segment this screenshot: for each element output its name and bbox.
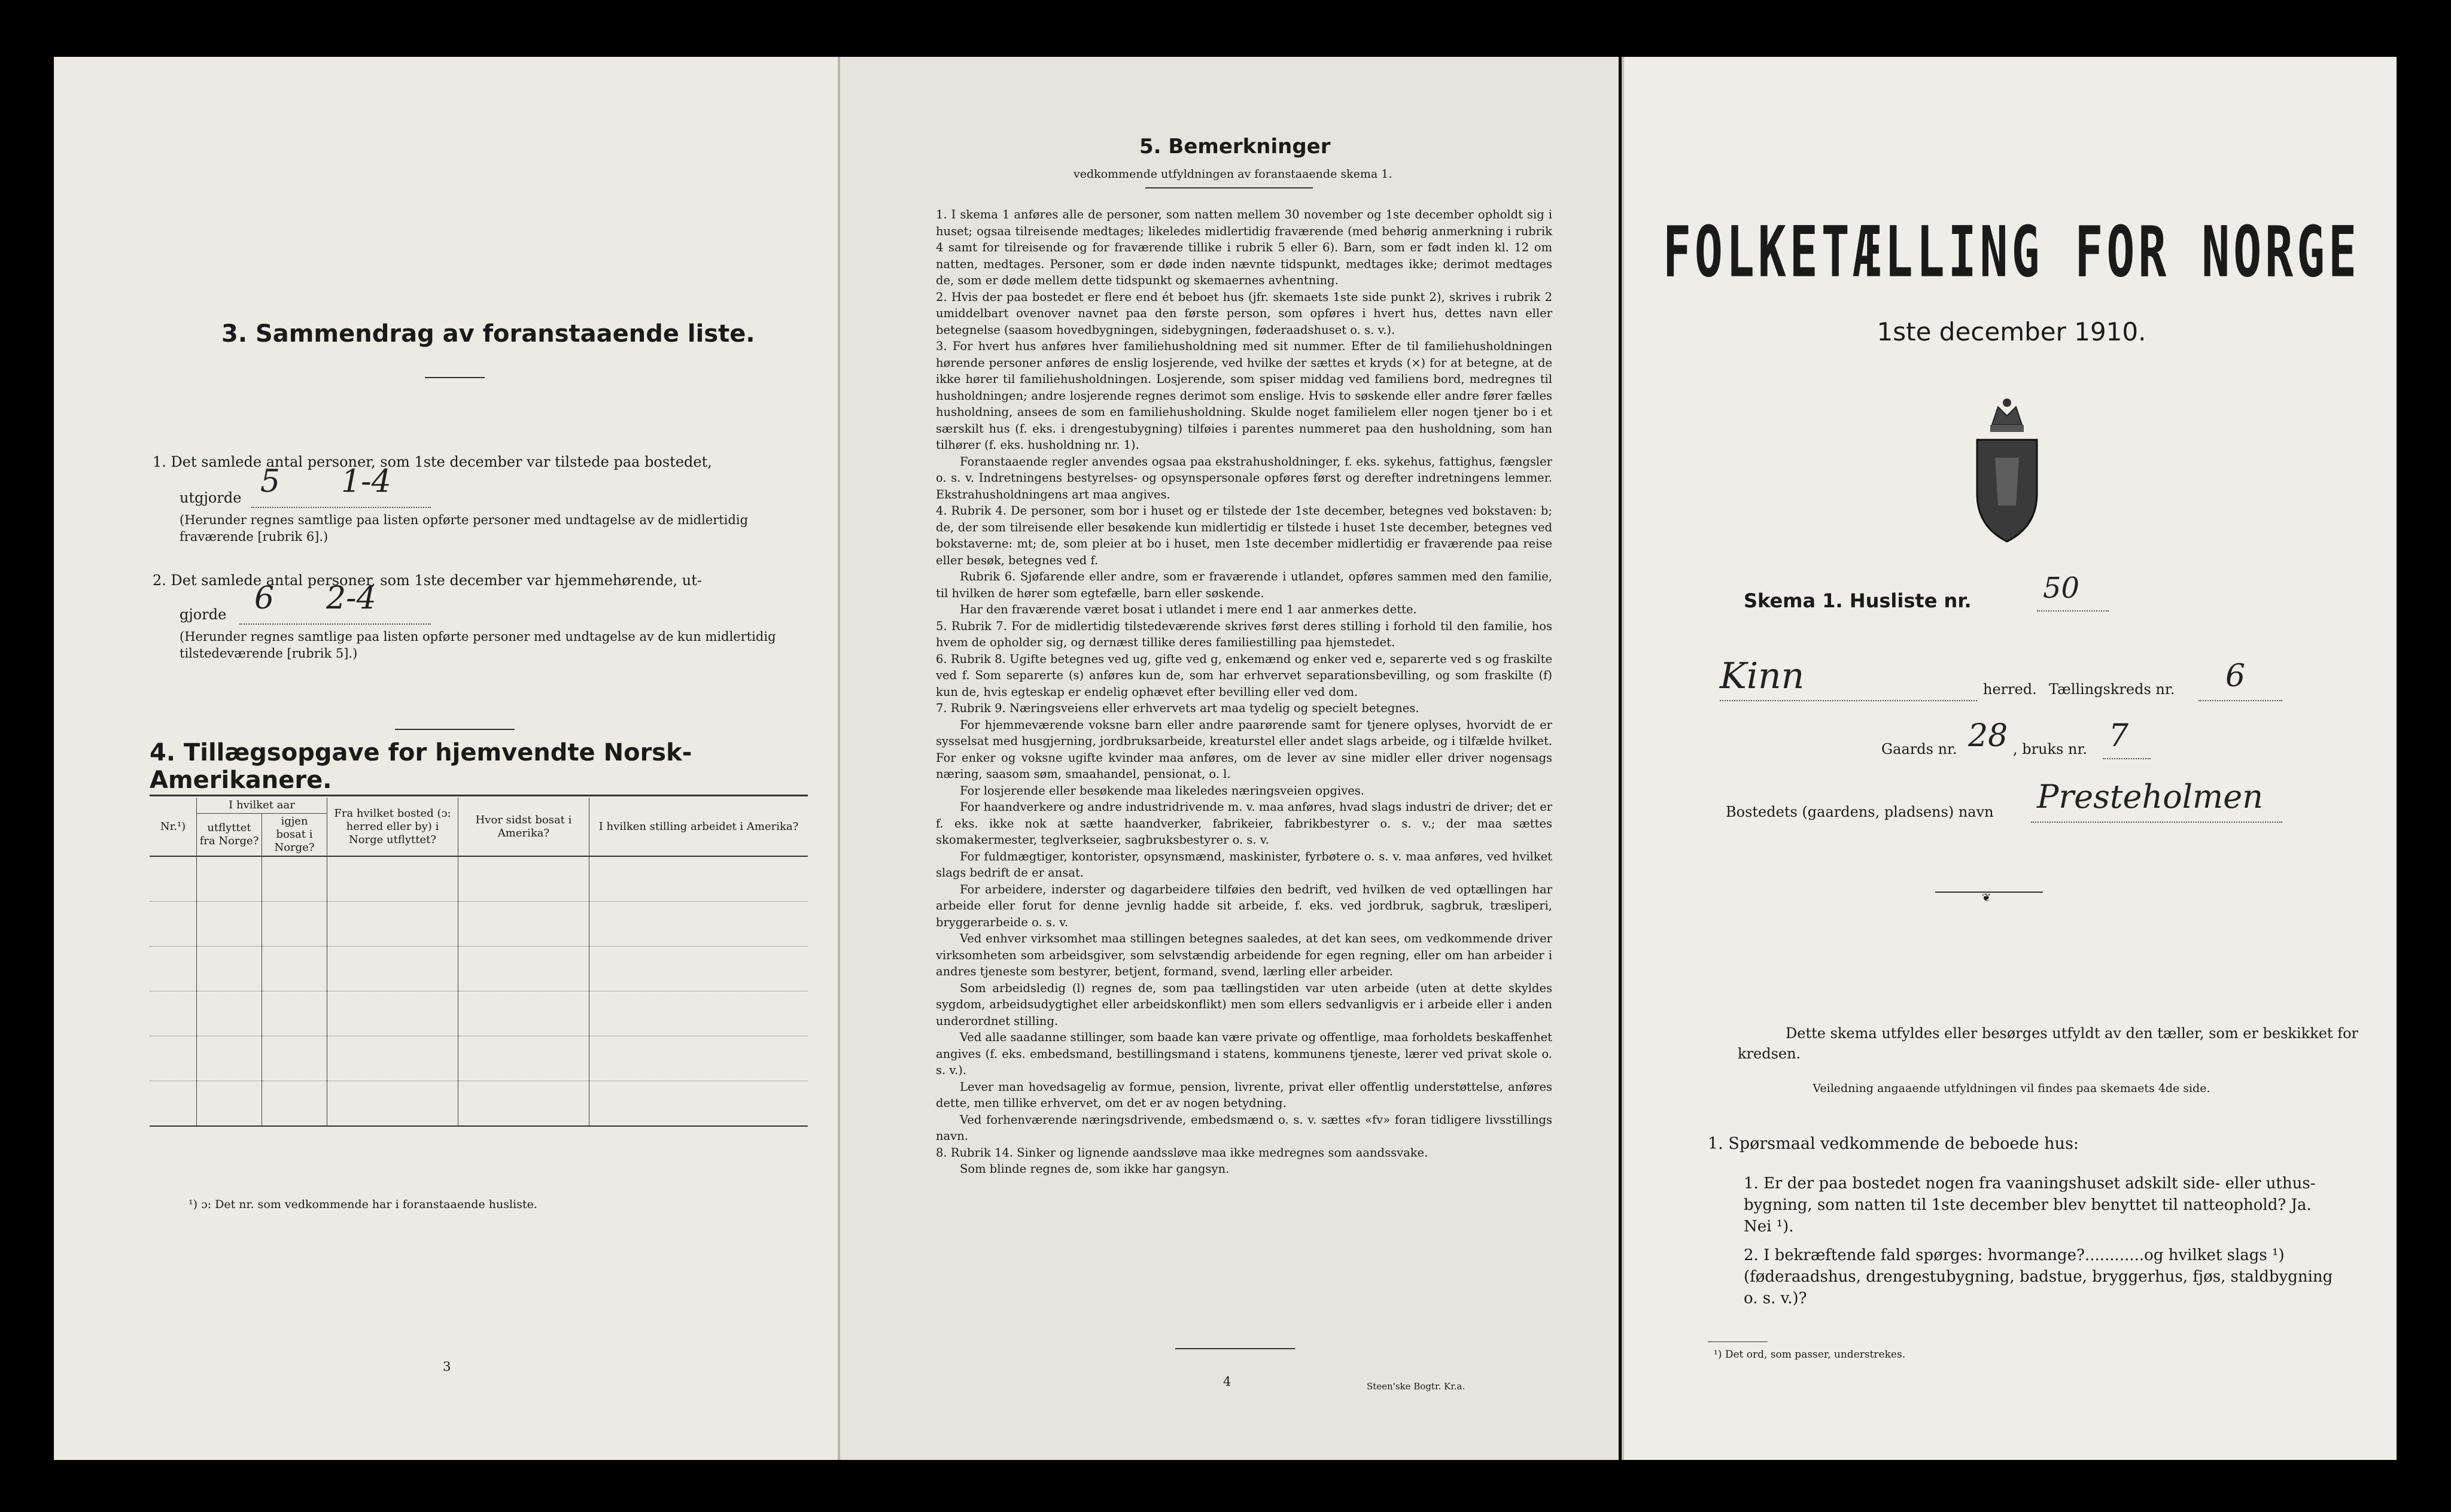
page-number: 3 [443, 1359, 451, 1374]
bemerkninger-subtitle: vedkommende utfyldningen av foranstaaende skema 1. [1074, 168, 1392, 181]
instruction-small: Veiledning angaaende utfyldningen vil findes paa skemaets 4de side. [1813, 1082, 2210, 1095]
page-middle [838, 57, 1619, 1460]
paragraph: Ved alle saadanne stillinger, som baade kan være private og offentlige, maa forholdets beskaffenhet angives (f. eks. embedsmand, bestillingsmand i statens, kommunens tjeneste, lærer ved privat skole o. s. v.). [936, 1030, 1552, 1077]
divider [1145, 187, 1313, 188]
table-row [150, 991, 808, 1036]
paragraph: 3. For hvert hus anføres hver familiehusholdning med sit nummer. Efter de til familiehusholdningen hørende personer anføres de enslig losjerende, ved hvilke der sættes et kryds (×) for at betegne, at de ikke hører til familiehusholdningen. Losjerende, som spiser middag ved familiens bord, medregnes til husholdningen; andre losjerende regnes derimot som enslige. Hvis to søskende eller andre fører fælles husholdning, ansees de som en familiehusholdning. Skulde noget familielem eller nogen tjener bo i et særskilt hus (f. eks. i drengestubygning) tilføies i parentes nummeret paa den husholdning, som han tilhører (f. eks. husholdning nr. 1). [936, 339, 1552, 452]
bosted-dotline [2031, 822, 2282, 823]
col-utflyttet: utflyttet fra Norge? [197, 814, 262, 857]
item2-note: (Herunder regnes samtlige paa listen opførte personer med undtagelse av de kun midlertidig tilstedeværende [rubrik 5].) [180, 629, 776, 661]
form-title: FOLKETÆLLING FOR NORGE [1662, 212, 2361, 293]
section3-title: 3. Sammendrag av foranstaaende liste. [221, 320, 755, 348]
page3-footnote: ¹) Det ord, som passer, understrekes. [1714, 1349, 1906, 1361]
kreds-dotline [2198, 700, 2282, 701]
bemerkninger-title: 5. Bemerkninger [1139, 135, 1331, 159]
item1-prefix: utgjorde [180, 489, 242, 506]
item1-value: 5 [260, 464, 281, 500]
paragraph: For losjerende eller besøkende maa likeledes næringsveien opgives. [960, 783, 1364, 798]
item1-note: (Herunder regnes samtlige paa listen opførte personer med undtagelse av de midlertidig fraværende [rubrik 6].) [180, 513, 749, 544]
item2-prefix: gjorde [180, 606, 227, 623]
printer-mark: Steen'ske Bogtr. Kr.a. [1367, 1381, 1465, 1392]
paragraph: Som arbeidsledig (l) regnes de, som paa tællingstiden var uten arbeide (uten at dette skyldes sygdom, arbeidsudygtighet eller arbeidskonflikt) men som ellers sedvanligvis er i arbeide eller i anden underordnet stilling. [936, 981, 1552, 1028]
divider [1175, 1348, 1295, 1349]
paragraph: Som blinde regnes de, som ikke har gangsyn. [960, 1162, 1230, 1176]
bosted-label: Bostedets (gaardens, pladsens) navn [1726, 804, 1994, 820]
husliste-nr: 50 [2043, 571, 2080, 605]
paragraph: For hjemmeværende voksne barn eller andre paarørende samt for tjenere oplyses, hvorvidt de er sysselsat med husgjerning, jordbruksarbeide, kreaturstel eller andet slags arbeide, og i tilfælde hvilket. For enker og voksne ugifte kvinder maa anføres, om de lever av sine midler eller driver nogensags næring, saasom søm, smaahandel, pensionat, o. l. [936, 717, 1552, 781]
norsk-amerikanere-table [150, 798, 808, 1127]
paragraph: 1. I skema 1 anføres alle de personer, som natten mellem 30 november og 1ste december opholdt sig i huset; ogsaa tilreisende medtages; likeledes midlertidig fraværende (med behørig anmerkning i rubrik 4 samt for tilreisende og for fraværende tillike i rubrik 5 eller 6). Barn, som er født inden kl. 12 om natten, medtages. Personer, som er døde inden nævnte tidspunkt, medtages ikke; derimot medtages de, som er døde mellem dette tidspunkt og skemaernes avhentning. [936, 208, 1552, 287]
item2-text: 2. Det samlede antal personer, som 1ste december var hjemmehørende, ut- [153, 572, 702, 589]
divider [425, 377, 485, 378]
item2-value: 6 [254, 580, 275, 616]
paragraph: Rubrik 6. Sjøfarende eller andre, som er fraværende i utlandet, opføres sammen med den familie, til hvilken de hører som egtefælle, barn eller søskende. [936, 570, 1552, 600]
paragraph: Foranstaaende regler anvendes ogsaa paa ekstrahusholdninger, f. eks. sykehus, fattighus, fængsler o. s. v. Indretningens bestyrelses- og opsynspersonale opføres først og derefter indretningens lemmer. Ekstrahusholdningens art maa angives. [936, 454, 1552, 501]
herred-value: Kinn [1720, 655, 1805, 697]
col-group: I hvilket aar [197, 798, 327, 814]
form-date: 1ste december 1910. [1877, 317, 2146, 346]
kreds-nr: 6 [2225, 658, 2246, 694]
paragraph: 4. Rubrik 4. De personer, som bor i huset og er tilstede der 1ste december, betegnes ved bokstaven: b; de, der som tilreisende eller besøkende kun midlertidig er tilstede i huset 1ste december, betegnes ved bokstaverne: mt; de, som pleier at bo i huset, men 1ste december midlertidig er fraværende paa reise eller besøk, betegnes ved f. [936, 504, 1552, 567]
divider [1708, 1341, 1768, 1342]
coat-of-arms-icon [1965, 392, 2049, 547]
paragraph: 2. Hvis der paa bostedet er flere end ét beboet hus (jfr. skemaets 1ste side punkt 2), skrives i rubrik 2 umiddelbart ovenover navnet paa den første person, som opføres i hvert hus, dettes navn eller betegnelse (saasom hovedbygningen, sidebygningen, føderaadshuset o. s. v.). [936, 290, 1552, 337]
col-fra-bosted: Fra hvilket bosted (ɔ: herred eller by) i Norge utflyttet? [327, 798, 458, 856]
item1-dotline [251, 507, 431, 508]
bruks-label: , bruks nr. [2013, 741, 2087, 757]
bruks-dotline [2103, 758, 2151, 759]
section4-title: 4. Tillægsopgave for hjemvendte Norsk-Amerikanere. [150, 739, 692, 794]
table-row [150, 856, 808, 902]
bruks-nr: 7 [2109, 718, 2129, 754]
table-row [150, 902, 808, 947]
divider [395, 729, 515, 730]
page-number: 4 [1223, 1374, 1231, 1389]
paragraph: For fuldmægtiger, kontorister, opsynsmænd, maskinister, fyrbøtere o. s. v. maa anføres, ved hvilket slags bedrift de er ansat. [936, 849, 1552, 880]
table-top-rule [150, 795, 808, 796]
paragraph: 5. Rubrik 7. For de midlertidig tilstedeværende skrives først deres stilling i forhold til den familie, hos hvem de opholder sig, og dernæst tillike deres familiestilling paa hjemstedet. [936, 619, 1552, 649]
herred-dotline [1720, 700, 1977, 701]
paragraph: 7. Rubrik 9. Næringsveiens eller erhvervets art maa tydelig og specielt betegnes. [936, 701, 1419, 715]
bosted-value: Presteholmen [2037, 778, 2263, 816]
kreds-label: Tællingskreds nr. [2049, 681, 2175, 698]
ornament-icon: ❦ [1982, 892, 1991, 904]
gaards-nr: 28 [1968, 718, 2008, 754]
col-nr: Nr.¹) [150, 798, 197, 856]
herred-label: herred. [1983, 681, 2037, 698]
skema-label: Skema 1. Husliste nr. [1744, 589, 1972, 612]
table-row [150, 1081, 808, 1127]
paragraph: For arbeidere, inderster og dagarbeidere tilføies den bedrift, ved hvilken de ved optællingen har arbeide eller forut for denne jevnlig hadde sit arbeide, f. eks. ved jordbruk, sagbruk, træsliperi, bryggerarbeide o. s. v. [936, 882, 1552, 929]
question-title: 1. Spørsmaal vedkommende de beboede hus: [1708, 1134, 2079, 1153]
bemerkninger-body [936, 206, 1552, 1178]
item2-handwriting: 2-4 [326, 580, 376, 616]
question-1: 1. Er der paa bostedet nogen fra vaaningshuset adskilt side- eller uthus-bygning, som natten til 1ste december blev benyttet til natteophold? Ja. Nei ¹). [1744, 1175, 2316, 1236]
paragraph: Har den fraværende været bosat i utlandet i mere end 1 aar anmerkes dette. [960, 603, 1417, 616]
table-row [150, 1036, 808, 1081]
page-left [54, 57, 838, 1460]
col-sidst-bosat: Hvor sidst bosat i Amerika? [458, 798, 589, 856]
paragraph: Lever man hovedsagelig av formue, pension, livrente, privat eller offentlig understøttelse, anføres dette, men tillike erhvervet, om det er av nogen betydning. [936, 1079, 1552, 1110]
page-right [1622, 57, 2397, 1460]
col-igjen: igjen bosat i Norge? [262, 814, 327, 857]
item2-dotline [239, 623, 431, 625]
husliste-dotline [2037, 610, 2109, 612]
item1-text: 1. Det samlede antal personer, som 1ste december var tilstede paa bostedet, [153, 454, 712, 470]
instruction-text: Dette skema utfyldes eller besørges utfyldt av den tæller, som er beskikket for kredsen. [1738, 1025, 2359, 1062]
paragraph: Ved forhenværende næringsdrivende, embedsmænd o. s. v. sættes «fv» foran tidligere livsstillings navn. [936, 1112, 1552, 1143]
paragraph: 6. Rubrik 8. Ugifte betegnes ved ug, gifte ved g, enkemænd og enker ved e, separerte ved s og fraskilte ved f. Som separerte (s) anføres kun de, som har erhvervet separationsbevilling, og som fraskilte (f) kun de, hvis egteskap er endelig ophævet efter bevilling eller ved dom. [936, 652, 1552, 699]
table-footnote: ¹) ɔ: Det nr. som vedkommende har i foranstaaende husliste. [188, 1198, 537, 1211]
gaards-label: Gaards nr. [1881, 741, 1957, 757]
paragraph: 8. Rubrik 14. Sinker og lignende aandssløve maa ikke medregnes som aandssvake. [936, 1145, 1428, 1160]
item1-handwriting: 1-4 [341, 464, 391, 500]
table-row [150, 947, 808, 991]
col-stilling: I hvilken stilling arbeidet i Amerika? [589, 798, 808, 856]
paragraph: For haandverkere og andre industridrivende m. v. maa anføres, hvad slags industri de driver; det er f. eks. ikke nok at sætte haandverker, fabrikeier, fabrikbestyrer o. s. v.; der maa sættes skomakermester, teglverkseier, sagbruksbestyrer o. s. v. [936, 800, 1552, 847]
paragraph: Ved enhver virksomhet maa stillingen betegnes saaledes, at det kan sees, om vedkommende driver virksomheten som arbeidsgiver, som selvstændig arbeidende for egen regning, eller om han arbeider i andres tjeneste som bestyrer, betjent, formand, svend, lærling eller arbeider. [936, 932, 1552, 978]
question-2: 2. I bekræftende fald spørges: hvormange?............og hvilket slags ¹) (føderaadshus, drengestubygning, badstue, bryggerhus, fjøs, staldbygning o. s. v.)? [1744, 1246, 2333, 1307]
